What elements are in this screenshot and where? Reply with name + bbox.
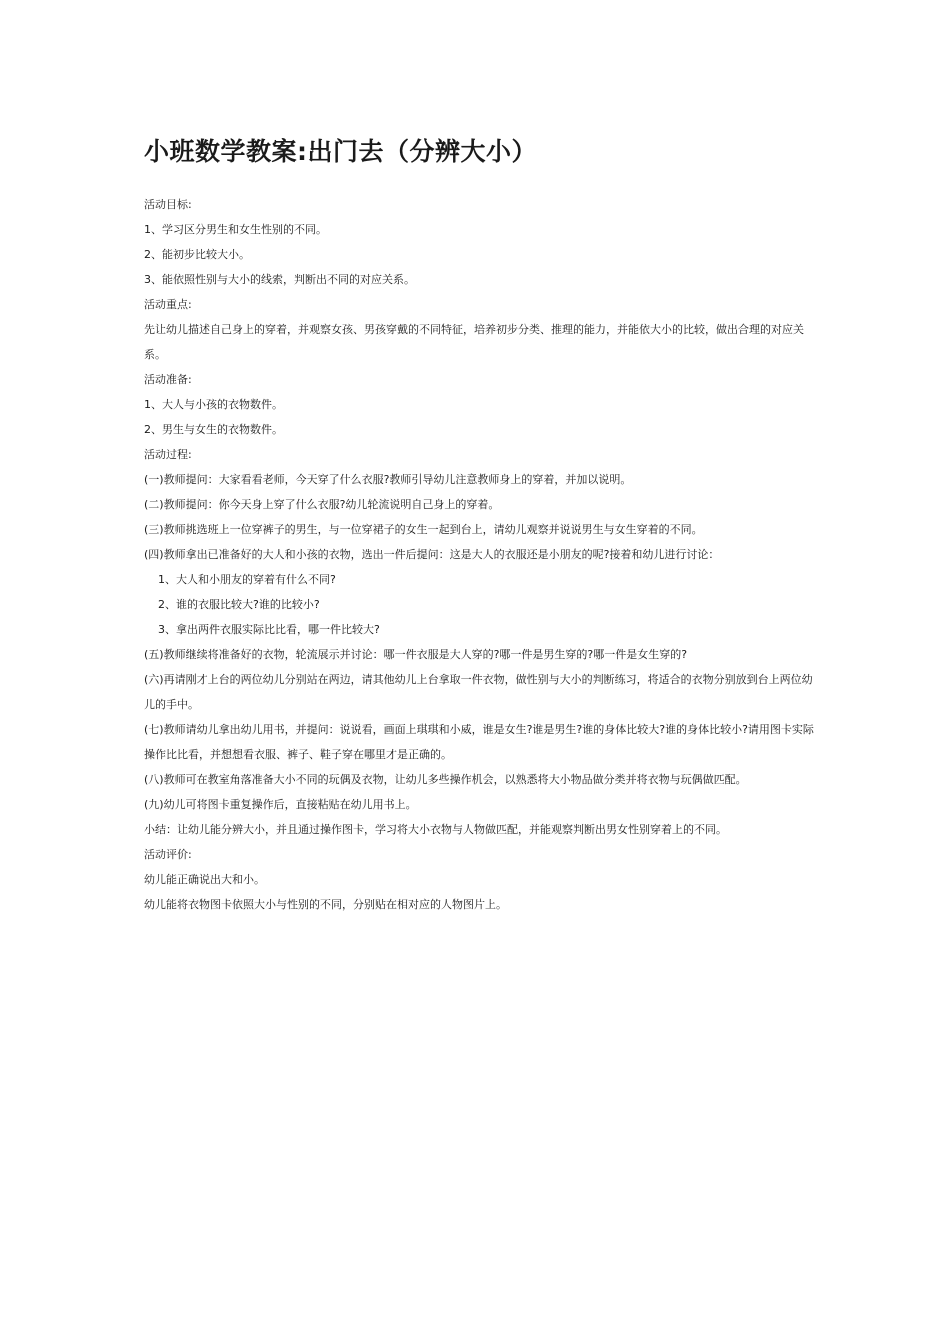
discussion-question: 1、大人和小朋友的穿着有什么不同?: [158, 573, 336, 586]
discussion-question: 2、谁的衣服比较大?谁的比较小?: [158, 598, 320, 611]
document-body: [144, 192, 814, 917]
process-step: (二)教师提问：你今天身上穿了什么衣服?幼儿轮流说明自己身上的穿着。: [144, 498, 500, 511]
page-title: 小班数学教案:出门去（分辨大小）: [144, 137, 537, 166]
section-heading-focus: 活动重点:: [144, 298, 192, 311]
process-step: (四)教师拿出已准备好的大人和小孩的衣物，选出一件后提问：这是大人的衣服还是小朋友的呢?接着和幼儿进行讨论：: [144, 548, 720, 561]
section-heading-process: 活动过程:: [144, 448, 192, 461]
focus-paragraph: 先让幼儿描述自己身上的穿着，并观察女孩、男孩穿戴的不同特征，培养初步分类、推理的能力，并能依大小的比较，做出合理的对应关系。: [144, 323, 804, 361]
process-step: (一)教师提问：大家看看老师，今天穿了什么衣服?教师引导幼儿注意教师身上的穿着，并加以说明。: [144, 473, 632, 486]
evaluation-item: 幼儿能正确说出大和小。: [144, 873, 265, 886]
section-heading-preparation: 活动准备:: [144, 373, 192, 386]
process-step: (六)再请刚才上台的两位幼儿分别站在两边，请其他幼儿上台拿取一件衣物，做性别与大小的判断练习，将适合的衣物分别放到台上两位幼儿的手中。: [144, 673, 813, 711]
discussion-question: 3、拿出两件衣服实际比比看，哪一件比较大?: [158, 623, 380, 636]
process-step: (七)教师请幼儿拿出幼儿用书，并提问：说说看，画面上琪琪和小威，谁是女生?谁是男生?谁的身体比较大?谁的身体比较小?请用图卡实际操作比比看，并想想看衣服、裤子、鞋子穿在哪里才是正确的。: [144, 723, 814, 761]
evaluation-item: 幼儿能将衣物图卡依照大小与性别的不同，分别贴在相对应的人物图片上。: [144, 898, 507, 911]
process-step: (八)教师可在教室角落准备大小不同的玩偶及衣物，让幼儿多些操作机会，以熟悉将大小物品做分类并将衣物与玩偶做匹配。: [144, 773, 747, 786]
preparation-item: 1、大人与小孩的衣物数件。: [144, 398, 283, 411]
process-step: (五)教师继续将准备好的衣物，轮流展示并讨论：哪一件衣服是大人穿的?哪一件是男生穿的?哪一件是女生穿的?: [144, 648, 688, 661]
goal-item: 2、能初步比较大小。: [144, 248, 250, 261]
process-step: (九)幼儿可将图卡重复操作后，直接粘贴在幼儿用书上。: [144, 798, 417, 811]
goal-item: 1、学习区分男生和女生性别的不同。: [144, 223, 327, 236]
process-step: (三)教师挑选班上一位穿裤子的男生，与一位穿裙子的女生一起到台上，请幼儿观察并说说男生与女生穿着的不同。: [144, 523, 703, 536]
summary-paragraph: 小结：让幼儿能分辨大小，并且通过操作图卡，学习将大小衣物与人物做匹配，并能观察判断出男女性别穿着上的不同。: [144, 823, 727, 836]
section-heading-evaluation: 活动评价:: [144, 848, 192, 861]
section-heading-goals: 活动目标:: [144, 198, 192, 211]
preparation-item: 2、男生与女生的衣物数件。: [144, 423, 283, 436]
goal-item: 3、能依照性别与大小的线索，判断出不同的对应关系。: [144, 273, 415, 286]
